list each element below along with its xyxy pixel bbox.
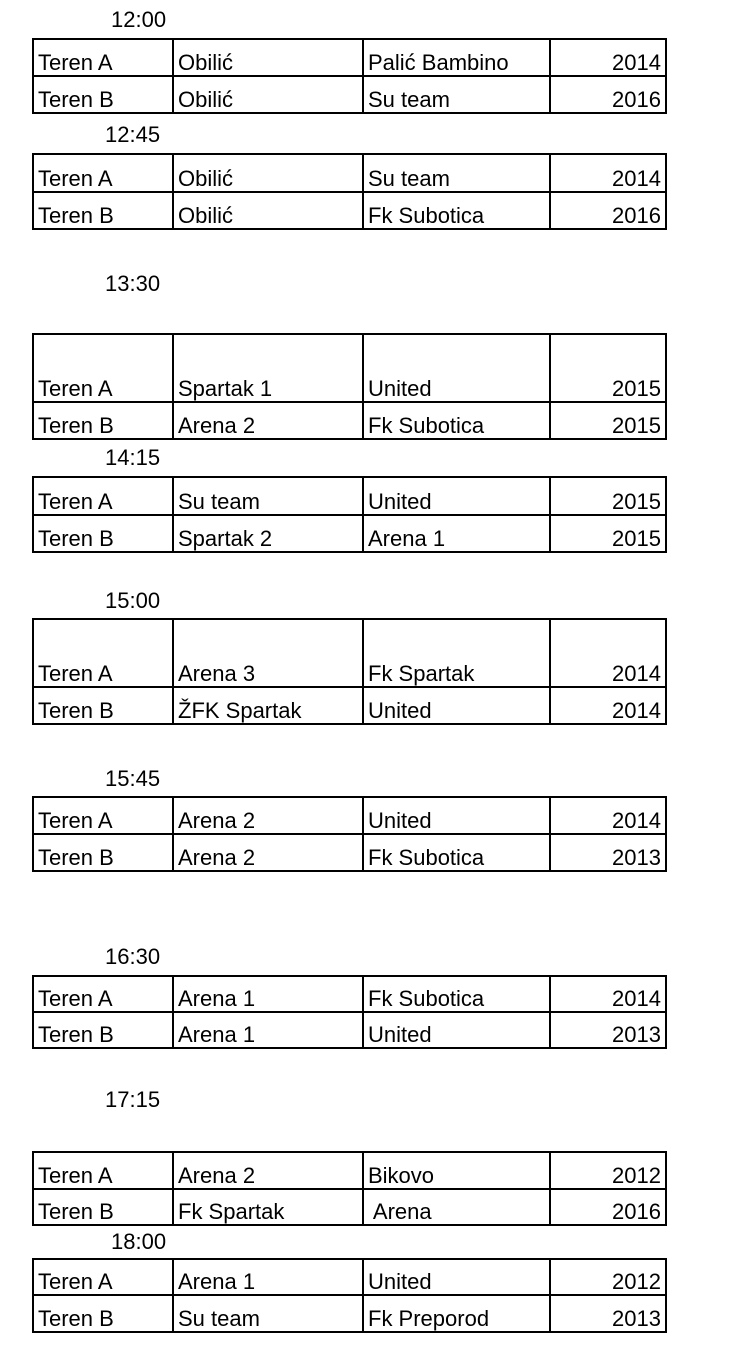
home-team-cell: Arena 2	[173, 1152, 363, 1189]
away-team-cell: Su team	[363, 154, 550, 192]
year-cell: 2014	[550, 687, 666, 724]
time-label: 12:00	[111, 7, 167, 32]
home-team-cell: Obilić	[173, 39, 363, 76]
year-cell: 2013	[550, 1012, 666, 1048]
away-team-cell: Fk Subotica	[363, 402, 550, 439]
home-team-cell: Arena 2	[173, 834, 363, 871]
away-team-cell: United	[363, 687, 550, 724]
away-team-cell: Su team	[363, 76, 550, 113]
home-team-cell: Arena 1	[173, 1012, 363, 1048]
table-row	[33, 834, 666, 871]
match-table	[32, 153, 667, 230]
field-cell: Teren B	[33, 76, 173, 113]
home-team-cell: Arena 3	[173, 619, 363, 687]
table-row	[33, 76, 666, 113]
home-team-cell: Spartak 1	[173, 334, 363, 402]
time-label: 12:45	[105, 122, 161, 147]
field-cell: Teren B	[33, 687, 173, 724]
field-cell: Teren B	[33, 515, 173, 552]
year-cell: 2014	[550, 39, 666, 76]
table-row	[33, 477, 666, 515]
table-row	[33, 619, 666, 687]
table-row	[33, 976, 666, 1012]
field-cell: Teren B	[33, 192, 173, 229]
away-team-cell: Fk Spartak	[363, 619, 550, 687]
home-team-cell: Obilić	[173, 192, 363, 229]
field-cell: Teren A	[33, 334, 173, 402]
home-team-cell: Arena 1	[173, 1259, 363, 1295]
table-row	[33, 515, 666, 552]
table-row	[33, 1295, 666, 1332]
year-cell: 2013	[550, 1295, 666, 1332]
home-team-cell: Spartak 2	[173, 515, 363, 552]
home-team-cell: Su team	[173, 477, 363, 515]
time-label: 18:00	[111, 1229, 167, 1254]
table-row	[33, 402, 666, 439]
away-team-cell: Fk Subotica	[363, 976, 550, 1012]
away-team-cell: Bikovo	[363, 1152, 550, 1189]
home-team-cell: Fk Spartak	[173, 1189, 363, 1225]
away-team-cell: Fk Subotica	[363, 192, 550, 229]
match-table	[32, 476, 667, 553]
field-cell: Teren B	[33, 834, 173, 871]
time-label: 13:30	[105, 271, 161, 296]
match-table	[32, 333, 667, 440]
away-team-cell: Arena	[363, 1189, 550, 1225]
year-cell: 2013	[550, 834, 666, 871]
field-cell: Teren B	[33, 402, 173, 439]
table-row	[33, 1152, 666, 1189]
field-cell: Teren B	[33, 1295, 173, 1332]
time-label: 15:45	[105, 766, 161, 791]
field-cell: Teren A	[33, 797, 173, 834]
away-team-cell: United	[363, 334, 550, 402]
field-cell: Teren B	[33, 1012, 173, 1048]
match-table	[32, 618, 667, 725]
home-team-cell: Arena 1	[173, 976, 363, 1012]
time-label: 14:15	[105, 445, 161, 470]
table-row	[33, 334, 666, 402]
field-cell: Teren A	[33, 477, 173, 515]
match-table	[32, 796, 667, 872]
year-cell: 2012	[550, 1152, 666, 1189]
year-cell: 2015	[550, 334, 666, 402]
field-cell: Teren A	[33, 154, 173, 192]
home-team-cell: Obilić	[173, 154, 363, 192]
home-team-cell: ŽFK Spartak	[173, 687, 363, 724]
table-row	[33, 154, 666, 192]
field-cell: Teren A	[33, 1152, 173, 1189]
match-table	[32, 1258, 667, 1333]
away-team-cell: Fk Preporod	[363, 1295, 550, 1332]
away-team-cell: United	[363, 797, 550, 834]
away-team-cell: Arena 1	[363, 515, 550, 552]
year-cell: 2014	[550, 976, 666, 1012]
year-cell: 2012	[550, 1259, 666, 1295]
year-cell: 2015	[550, 402, 666, 439]
year-cell: 2014	[550, 154, 666, 192]
away-team-cell: Fk Subotica	[363, 834, 550, 871]
table-row	[33, 192, 666, 229]
away-team-cell: United	[363, 1259, 550, 1295]
away-team-cell: United	[363, 1012, 550, 1048]
year-cell: 2016	[550, 76, 666, 113]
field-cell: Teren B	[33, 1189, 173, 1225]
year-cell: 2014	[550, 797, 666, 834]
field-cell: Teren A	[33, 39, 173, 76]
away-team-cell: United	[363, 477, 550, 515]
table-row	[33, 1189, 666, 1225]
match-table	[32, 1151, 667, 1226]
year-cell: 2016	[550, 1189, 666, 1225]
home-team-cell: Su team	[173, 1295, 363, 1332]
year-cell: 2016	[550, 192, 666, 229]
home-team-cell: Obilić	[173, 76, 363, 113]
table-row	[33, 687, 666, 724]
match-table	[32, 38, 667, 114]
time-label: 16:30	[105, 944, 161, 969]
field-cell: Teren A	[33, 1259, 173, 1295]
table-row	[33, 1259, 666, 1295]
year-cell: 2014	[550, 619, 666, 687]
table-row	[33, 797, 666, 834]
home-team-cell: Arena 2	[173, 402, 363, 439]
year-cell: 2015	[550, 515, 666, 552]
away-team-cell: Palić Bambino	[363, 39, 550, 76]
year-cell: 2015	[550, 477, 666, 515]
table-row	[33, 39, 666, 76]
field-cell: Teren A	[33, 619, 173, 687]
time-label: 15:00	[105, 588, 161, 613]
field-cell: Teren A	[33, 976, 173, 1012]
table-row	[33, 1012, 666, 1048]
time-label: 17:15	[105, 1087, 161, 1112]
home-team-cell: Arena 2	[173, 797, 363, 834]
match-table	[32, 975, 667, 1049]
